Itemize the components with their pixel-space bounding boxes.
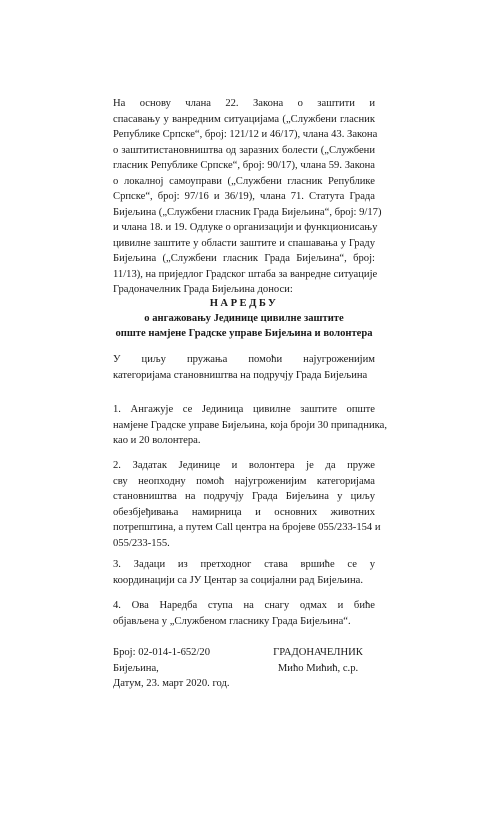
intro-line: категоријама становништва на подручју Града Бијељина: [113, 369, 368, 381]
preamble-line: 11/13), на приједлог Градског штаба за ванредне ситуације: [113, 268, 378, 280]
item-4-paragraph: [113, 598, 375, 629]
item-line: намјене Градске управе Бијељина, која броји 30 припадника,: [113, 419, 387, 431]
item-line: обезбјеђивања намирница и основних животних: [113, 506, 375, 518]
item-line: 3. Задаци из претходног става вршиће се у: [113, 559, 375, 570]
preamble-line: и члана 18. и 19. Одлуке о организацији и функционисању: [113, 222, 378, 233]
order-heading: НАРЕДБУ: [209, 298, 279, 309]
item-line: као и 20 волонтера.: [113, 435, 201, 446]
intro-paragraph: [113, 352, 375, 383]
preamble-line: о заштитистановништва од заразних болести („Службени: [113, 144, 375, 156]
item-2-paragraph: [113, 458, 381, 551]
preamble-line: На основу члана 22. Закона о заштити и: [113, 98, 375, 109]
item-line: 2. Задатак Јединице и волонтера је да пруже: [113, 460, 375, 471]
order-title: [113, 296, 375, 341]
item-line: 4. Ова Наредба ступа на снагу одмах и биће: [113, 600, 375, 611]
item-line: координацији са ЈУ Центар за социјални рад Бијељина.: [113, 574, 363, 586]
item-line: сву неопходну помоћ најугроженијим категоријама: [113, 475, 375, 487]
preamble-line: спасавању у ванредним ситуацијама („Службени гласник: [113, 113, 375, 125]
document-number: Број: 02-014-1-652/20: [113, 647, 211, 658]
preamble-paragraph: [113, 96, 382, 298]
order-subtitle-line: о ангажовању Јединице цивилне заштите: [144, 313, 344, 324]
signature-block: [258, 645, 378, 676]
item-line: објављена у „Службеном гласнику Града Бијељина“.: [113, 615, 351, 627]
document-date: Датум, 23. март 2020. год.: [113, 678, 230, 689]
item-line: потрепштина, а путем Call центра на бројеве 055/233-154 и: [113, 522, 381, 533]
preamble-line: цивилне заштите у области заштите и спашавања у Граду: [113, 237, 375, 249]
preamble-line: Бијељина („Службени гласник Града Бијељина“, број:: [113, 253, 375, 264]
preamble-line: гласник Републике Српске“, број: 90/17), члана 59. Закона: [113, 160, 375, 171]
intro-line: У циљу пружања помоћи најугроженијим: [113, 354, 375, 365]
preamble-line: Бијељина („Службени гласник Града Бијељина“, број: 9/17): [113, 206, 382, 218]
preamble-line: Републике Српске“, број: 121/12 и 46/17), члана 43. Закона: [113, 129, 378, 140]
preamble-line: о локалној самоуправи („Службени гласник Републике: [113, 175, 375, 187]
preamble-line: Српске“, број: 97/16 и 36/19), члана 71. Статута Града: [113, 191, 375, 202]
document-place: Бијељина,: [113, 662, 159, 674]
signatory-name: Мићо Мићић, с.р.: [277, 662, 359, 674]
item-line: 1. Ангажује се Јединица цивилне заштите опште: [113, 404, 375, 415]
order-subtitle-line: опште намјене Градске управе Бијељина и волонтера: [115, 328, 373, 339]
signatory-role: ГРАДОНАЧЕЛНИК: [273, 647, 363, 658]
item-3-paragraph: [113, 557, 375, 588]
item-1-paragraph: [113, 402, 387, 449]
preamble-line: Градоначелник Града Бијељина доноси:: [113, 284, 293, 295]
item-line: становништва на подручју Града Бијељина у циљу: [113, 491, 375, 502]
item-line: 055/233-155.: [113, 537, 170, 549]
document-reference: [113, 645, 230, 692]
